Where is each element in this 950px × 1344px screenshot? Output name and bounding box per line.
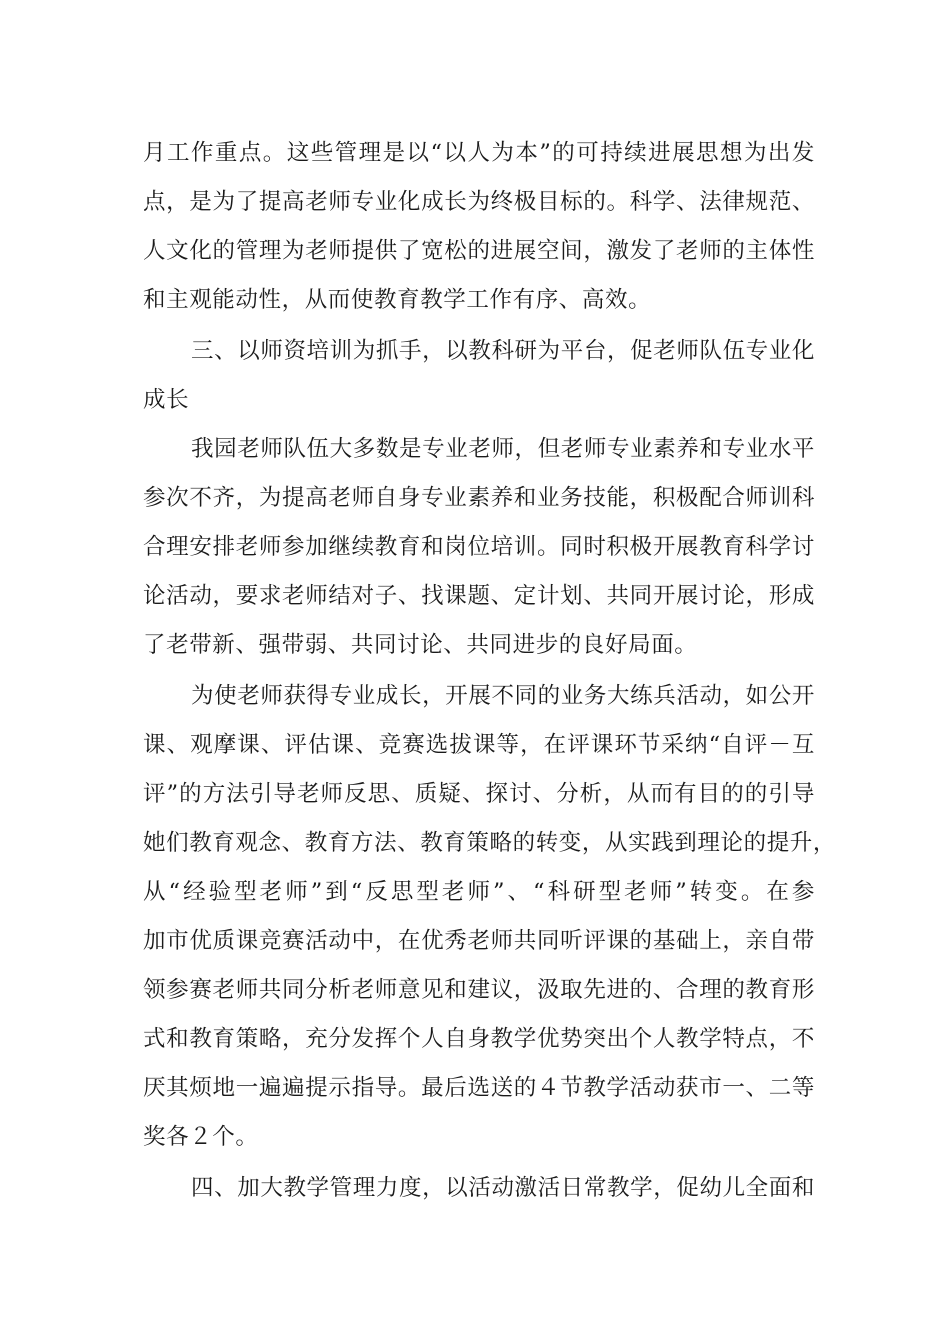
section-heading: 四、加大教学管理力度，以活动激活日常教学，促幼儿全面和: [191, 1175, 815, 1201]
text-line: 厌其烦地一遍遍提示指导。最后选送的４节教学活动获市一、二等: [143, 1075, 815, 1101]
paragraph-first-line: 我园老师队伍大多数是专业老师，但老师专业素养和专业水平: [191, 436, 815, 462]
text-line: 加市优质课竞赛活动中，在优秀老师共同听评课的基础上，亲自带: [143, 928, 815, 954]
text-line: 合理安排老师参加继续教育和岗位培训。同时积极开展教育科学讨: [143, 534, 815, 560]
text-line: 奖各２个。: [143, 1124, 259, 1150]
text-line: 月工作重点。这些管理是以“以人为本”的可持续进展思想为出发: [143, 140, 815, 166]
text-line: 式和教育策略，充分发挥个人自身教学优势突出个人教学特点，不: [143, 1026, 815, 1052]
text-line: 她们教育观念、教育方法、教育策略的转变，从实践到理论的提升，: [143, 830, 837, 856]
text-line: 领参赛老师共同分析老师意见和建议，汲取先进的、合理的教育形: [143, 977, 815, 1003]
text-line: 和主观能动性，从而使教育教学工作有序、高效。: [143, 287, 652, 313]
text-line: 论活动，要求老师结对子、找课题、定计划、共同开展讨论，形成: [143, 583, 815, 609]
text-line: 评”的方法引导老师反思、质疑、探讨、分析，从而有目的的引导: [143, 781, 815, 807]
text-line: 点，是为了提高老师专业化成长为终极目标的。科学、法律规范、: [143, 189, 815, 215]
text-line: 人文化的管理为老师提供了宽松的进展空间，激发了老师的主体性: [143, 238, 815, 264]
paragraph-first-line: 为使老师获得专业成长，开展不同的业务大练兵活动，如公开: [191, 683, 815, 709]
text-line: 参次不齐，为提高老师自身专业素养和业务技能，积极配合师训科: [143, 485, 815, 511]
text-line: 了老带新、强带弱、共同讨论、共同进步的良好局面。: [143, 632, 698, 658]
text-line: 从“经验型老师”到“反思型老师”、“科研型老师”转变。在参: [143, 879, 815, 905]
text-line: 课、观摩课、评估课、竞赛选拔课等，在评课环节采纳“自评－互: [143, 732, 815, 758]
section-heading-continuation: 成长: [143, 387, 190, 413]
section-heading: 三、以师资培训为抓手，以教科研为平台，促老师队伍专业化: [191, 338, 815, 364]
